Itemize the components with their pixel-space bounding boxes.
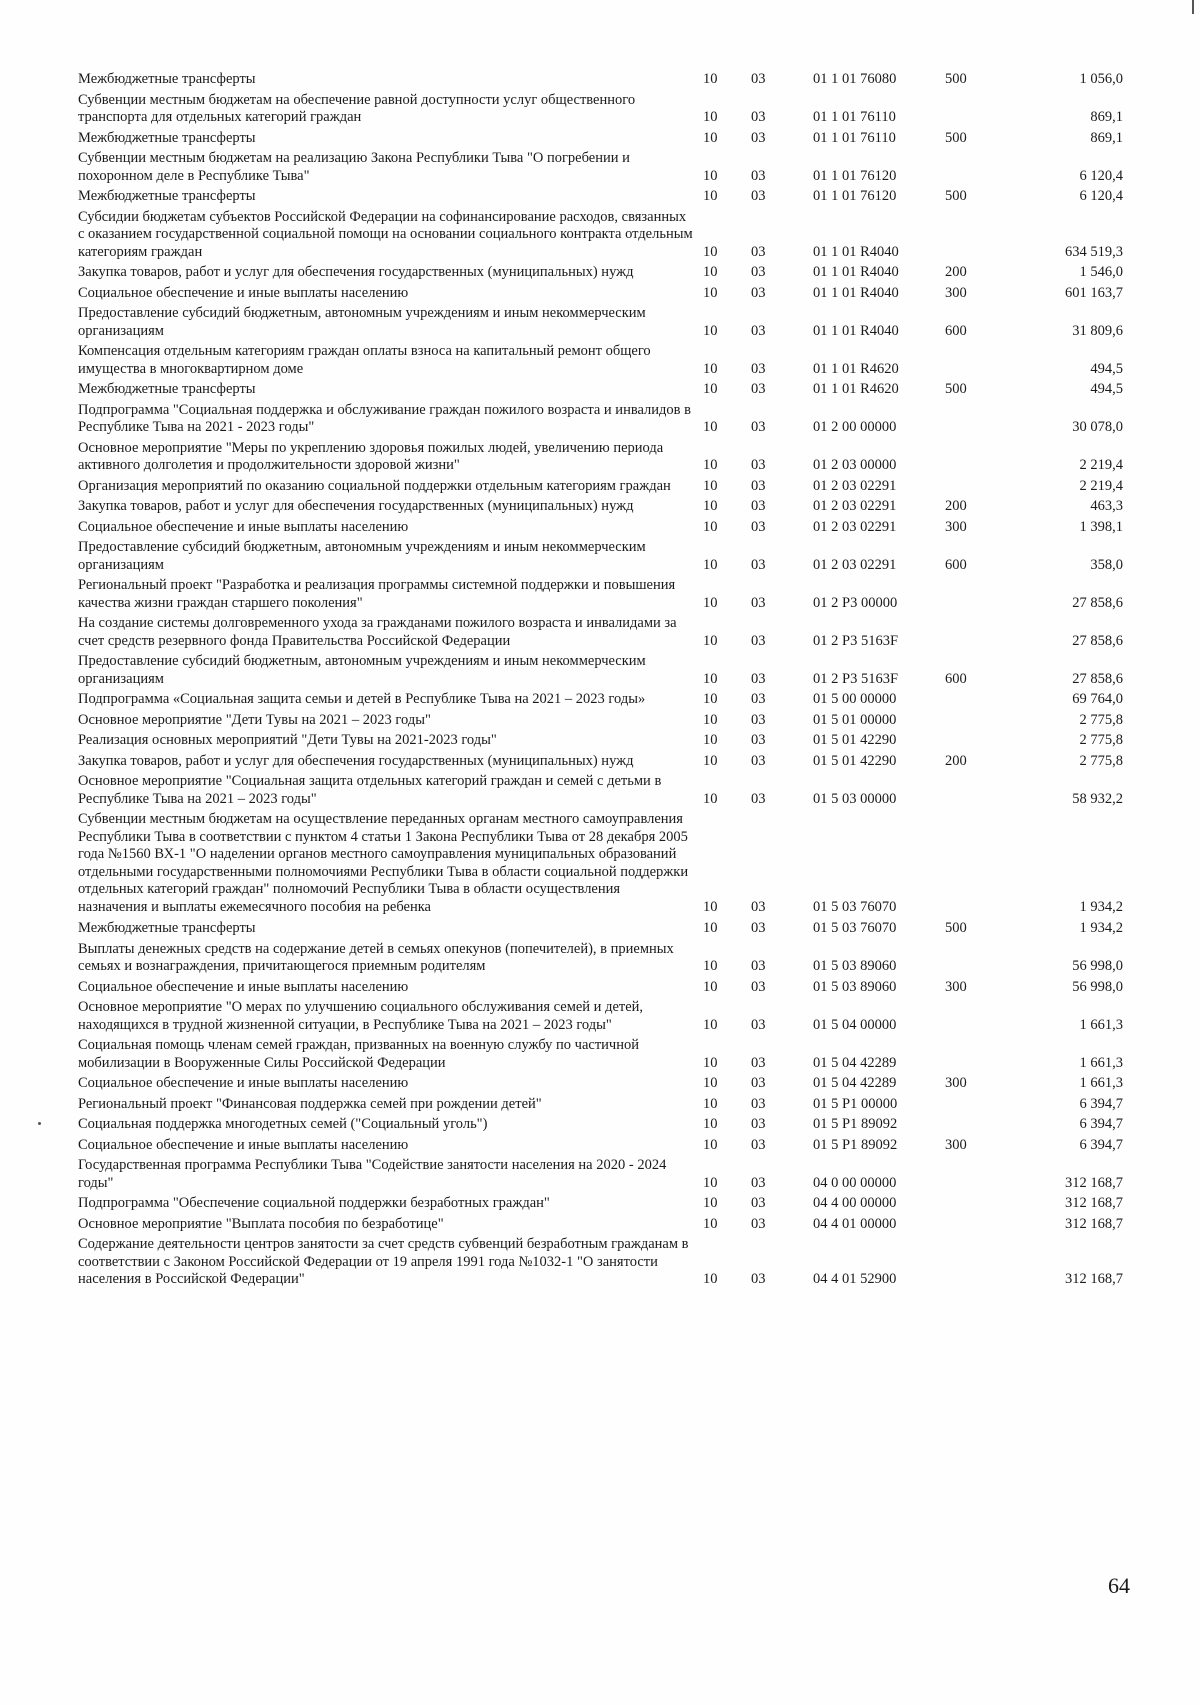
row-name: Подпрограмма "Социальная поддержка и обслуживание граждан пожилого возраста и инвалидов в Республике Тыва на 2021 - 2023 годы": [78, 401, 691, 435]
amount: 494,5: [1090, 381, 1123, 397]
table-row: [78, 653, 1128, 688]
subsection-code: 03: [751, 920, 766, 936]
row-name: Основное мероприятие "Выплата пособия по безработице": [78, 1215, 444, 1232]
subsection-code: 03: [751, 109, 766, 125]
row-name: Реализация основных мероприятий "Дети Тувы на 2021-2023 годы": [78, 732, 497, 748]
amount: 6 394,7: [1079, 1095, 1123, 1112]
expense-type-code: 200: [945, 498, 967, 514]
row-name: Социальное обеспечение и иные выплаты населению: [78, 1136, 409, 1153]
section-code: 10: [703, 898, 718, 915]
expense-type-code: 500: [945, 188, 967, 204]
section-code: 10: [703, 1271, 718, 1287]
section-code: 10: [703, 1016, 718, 1033]
section-code: 10: [703, 958, 718, 974]
section-code: 10: [703, 457, 718, 473]
amount: 869,1: [1090, 109, 1123, 125]
subsection-code: 03: [751, 898, 766, 915]
table-row: [78, 732, 1128, 750]
row-name: Основное мероприятие "Меры по укреплению здоровья пожилых людей, увеличению периода активного долголетия и продолжительности здоровой жизни": [78, 439, 664, 473]
amount: 6 120,4: [1079, 188, 1123, 204]
table-row: [78, 188, 1128, 206]
amount: 1 934,2: [1079, 920, 1123, 936]
amount: 2 219,4: [1079, 457, 1123, 473]
section-code: 10: [703, 1075, 718, 1091]
section-code: 10: [703, 1136, 718, 1153]
amount: 1 934,2: [1079, 898, 1123, 915]
section-code: 10: [703, 1174, 718, 1191]
subsection-code: 03: [751, 457, 766, 473]
subsection-code: 03: [751, 419, 766, 435]
expense-type-code: 300: [945, 1136, 967, 1153]
target-article-code: 01 5 00 00000: [813, 691, 897, 707]
subsection-code: 03: [751, 732, 766, 748]
section-code: 10: [703, 1195, 718, 1211]
amount: 601 163,7: [1065, 284, 1123, 301]
target-article-code: 01 5 04 42289: [813, 1075, 897, 1091]
table-row: [78, 1137, 1128, 1155]
table-row: [78, 920, 1128, 938]
subsection-code: 03: [751, 264, 766, 280]
amount: 6 394,7: [1079, 1136, 1123, 1153]
section-code: 10: [703, 188, 718, 204]
section-code: 10: [703, 920, 718, 936]
amount: 56 998,0: [1072, 978, 1123, 995]
amount: 463,3: [1090, 498, 1123, 514]
subsection-code: 03: [751, 978, 766, 995]
section-code: 10: [703, 264, 718, 280]
row-name: Предоставление субсидий бюджетным, автономным учреждениям и иным некоммерческим организациям: [78, 305, 646, 339]
amount: 494,5: [1090, 360, 1123, 377]
target-article-code: 01 1 01 R4620: [813, 381, 899, 397]
target-article-code: 01 1 01 R4040: [813, 264, 899, 280]
row-name: Подпрограмма «Социальная защита семьи и детей в Республике Тыва на 2021 – 2023 годы»: [78, 691, 646, 707]
row-name: Компенсация отдельным категориям граждан оплаты взноса на капитальный ремонт общего имущества в многоквартирном доме: [78, 343, 651, 377]
target-article-code: 01 2 03 00000: [813, 457, 897, 473]
target-article-code: 01 5 03 76070: [813, 898, 897, 915]
table-row: [78, 999, 1128, 1034]
amount: 1 661,3: [1079, 1054, 1123, 1071]
subsection-code: 03: [751, 129, 766, 146]
row-name: Социальное обеспечение и иные выплаты населению: [78, 284, 409, 301]
target-article-code: 01 1 01 R4620: [813, 360, 899, 377]
table-row: [78, 1157, 1128, 1192]
section-code: 10: [703, 109, 718, 125]
target-article-code: 01 5 01 00000: [813, 711, 897, 728]
target-article-code: 01 5 04 00000: [813, 1016, 897, 1033]
target-article-code: 04 4 00 00000: [813, 1195, 897, 1211]
subsection-code: 03: [751, 1195, 766, 1211]
amount: 2 775,8: [1079, 752, 1123, 769]
amount: 312 168,7: [1065, 1195, 1123, 1211]
section-code: 10: [703, 556, 718, 573]
section-code: 10: [703, 322, 718, 339]
row-name: Выплаты денежных средств на содержание детей в семьях опекунов (попечителей), в приемных семьях и вознаграждения, причитающегося приемным родителям: [78, 940, 674, 974]
section-code: 10: [703, 1095, 718, 1112]
subsection-code: 03: [751, 1174, 766, 1191]
subsection-code: 03: [751, 498, 766, 514]
target-article-code: 01 2 P3 5163F: [813, 632, 899, 649]
row-name: Предоставление субсидий бюджетным, автономным учреждениям и иным некоммерческим организациям: [78, 653, 646, 687]
target-article-code: 01 1 01 R4040: [813, 243, 899, 260]
target-article-code: 01 1 01 76080: [813, 71, 897, 87]
section-code: 10: [703, 518, 718, 535]
expense-type-code: 300: [945, 284, 967, 301]
amount: 30 078,0: [1072, 419, 1123, 435]
section-code: 10: [703, 381, 718, 397]
expense-type-code: 600: [945, 556, 967, 573]
table-row: [78, 150, 1128, 185]
subsection-code: 03: [751, 594, 766, 611]
subsection-code: 03: [751, 284, 766, 301]
row-name: Межбюджетные трансферты: [78, 71, 256, 87]
subsection-code: 03: [751, 188, 766, 204]
expense-type-code: 500: [945, 71, 967, 87]
section-code: 10: [703, 71, 718, 87]
target-article-code: 01 5 03 00000: [813, 790, 897, 807]
row-name: Закупка товаров, работ и услуг для обеспечения государственных (муниципальных) нужд: [78, 498, 634, 514]
amount: 56 998,0: [1072, 958, 1123, 974]
section-code: 10: [703, 419, 718, 435]
section-code: 10: [703, 360, 718, 377]
row-name: На создание системы долговременного ухода за гражданами пожилого возраста и инвалидами за счет средств резервного фонда Правительства Российской Федерации: [78, 615, 677, 649]
target-article-code: 01 5 P1 00000: [813, 1095, 898, 1112]
section-code: 10: [703, 1054, 718, 1071]
row-name: Организация мероприятий по оказанию социальной поддержки отдельным категориям граждан: [78, 477, 671, 494]
amount: 869,1: [1090, 129, 1123, 146]
amount: 634 519,3: [1065, 243, 1123, 260]
section-code: 10: [703, 691, 718, 707]
target-article-code: 01 2 03 02291: [813, 518, 897, 535]
subsection-code: 03: [751, 1136, 766, 1153]
table-row: [78, 130, 1128, 148]
row-name: Предоставление субсидий бюджетным, автономным учреждениям и иным некоммерческим организациям: [78, 539, 646, 573]
row-name: Государственная программа Республики Тыва "Содействие занятости населения на 2020 - 2024 годы": [78, 1157, 667, 1191]
target-article-code: 01 2 00 00000: [813, 419, 897, 435]
target-article-code: 01 1 01 R4040: [813, 322, 899, 339]
target-article-code: 01 5 P1 89092: [813, 1136, 898, 1153]
target-article-code: 01 5 03 76070: [813, 920, 897, 936]
amount: 27 858,6: [1072, 594, 1123, 611]
subsection-code: 03: [751, 1116, 766, 1132]
subsection-code: 03: [751, 243, 766, 260]
section-code: 10: [703, 632, 718, 649]
target-article-code: 01 2 03 02291: [813, 498, 897, 514]
table-row: [78, 1116, 1128, 1134]
subsection-code: 03: [751, 556, 766, 573]
target-article-code: 01 1 01 76120: [813, 167, 897, 184]
section-code: 10: [703, 167, 718, 184]
table-row: [78, 264, 1128, 282]
table-row: [78, 498, 1128, 516]
row-name: Социальное обеспечение и иные выплаты населению: [78, 518, 409, 535]
subsection-code: 03: [751, 71, 766, 87]
table-row: [78, 209, 1128, 262]
expense-type-code: 300: [945, 978, 967, 995]
target-article-code: 01 5 03 89060: [813, 978, 897, 995]
amount: 2 219,4: [1079, 477, 1123, 494]
amount: 312 168,7: [1065, 1271, 1123, 1287]
row-name: Межбюджетные трансферты: [78, 129, 256, 146]
amount: 2 775,8: [1079, 732, 1123, 748]
row-name: Подпрограмма "Обеспечение социальной поддержки безработных граждан": [78, 1195, 550, 1211]
amount: 1 661,3: [1079, 1075, 1123, 1091]
row-name: Межбюджетные трансферты: [78, 381, 256, 397]
amount: 27 858,6: [1072, 632, 1123, 649]
table-row: [78, 440, 1128, 475]
target-article-code: 01 1 01 76110: [813, 129, 896, 146]
subsection-code: 03: [751, 381, 766, 397]
target-article-code: 01 5 03 89060: [813, 958, 897, 974]
amount: 1 056,0: [1079, 71, 1123, 87]
target-article-code: 01 5 04 42289: [813, 1054, 897, 1071]
row-name: Социальное обеспечение и иные выплаты населению: [78, 978, 409, 995]
amount: 1 546,0: [1079, 264, 1123, 280]
section-code: 10: [703, 477, 718, 494]
target-article-code: 01 2 P3 00000: [813, 594, 898, 611]
expense-type-code: 500: [945, 920, 967, 936]
subsection-code: 03: [751, 711, 766, 728]
section-code: 10: [703, 711, 718, 728]
section-code: 10: [703, 752, 718, 769]
target-article-code: 01 5 01 42290: [813, 732, 897, 748]
row-name: Основное мероприятие "Дети Тувы на 2021 – 2023 годы": [78, 711, 431, 728]
row-name: Субвенции местным бюджетам на реализацию Закона Республики Тыва "О погребении и похоронном деле в Республике Тыва": [78, 150, 630, 184]
table-row: [78, 402, 1128, 437]
target-article-code: 01 2 03 02291: [813, 477, 897, 494]
target-article-code: 01 1 01 76110: [813, 109, 896, 125]
table-row: [78, 712, 1128, 730]
expense-type-code: 300: [945, 1075, 967, 1091]
subsection-code: 03: [751, 360, 766, 377]
table-row: [78, 1037, 1128, 1072]
section-code: 10: [703, 670, 718, 687]
table-row: [78, 753, 1128, 771]
table-row: [78, 519, 1128, 537]
row-name: Социальное обеспечение и иные выплаты населению: [78, 1075, 409, 1091]
row-name: Основное мероприятие "О мерах по улучшению социального обслуживания семей и детей, находящихся в трудной жизненной ситуации, в Республике Тыва на 2021 – 2023 годы": [78, 999, 644, 1033]
subsection-code: 03: [751, 752, 766, 769]
row-name: Субвенции местным бюджетам на обеспечение равной доступности услуг общественного транспорта для отдельных категорий граждан: [78, 91, 636, 125]
row-name: Закупка товаров, работ и услуг для обеспечения государственных (муниципальных) нужд: [78, 752, 634, 769]
row-name: Межбюджетные трансферты: [78, 188, 256, 204]
target-article-code: 04 4 01 52900: [813, 1271, 897, 1287]
row-name: Региональный проект "Разработка и реализация программы системной поддержки и повышения качества жизни граждан старшего поколения": [78, 577, 676, 611]
row-name: Субвенции местным бюджетам на осуществление переданных органам местного самоуправления Республики Тыва в соответствии с пунктом 4 статьи 1 Закона Республики Тыва от 28 декабря 2005 года №1560 ВХ-1 "О наделении органов местного самоуправления муниципальных образований отдельными государственными полномочиями Республики Тыва в области социальной поддержки отдельных категорий граждан" полномочий Республики Тыва в области осуществления назначения и выплаты ежемесячного пособия на ребенка: [78, 811, 689, 915]
table-row: [78, 1236, 1128, 1289]
table-row: [78, 305, 1128, 340]
page-number: 64: [1108, 1573, 1130, 1598]
expense-type-code: 500: [945, 381, 967, 397]
row-name: Социальная поддержка многодетных семей ("Социальный уголь"): [78, 1116, 488, 1132]
section-code: 10: [703, 978, 718, 995]
table-row: [78, 285, 1128, 303]
table-row: [78, 1195, 1128, 1213]
row-name: Социальная помощь членам семей граждан, призванных на военную службу по частичной мобилизации в Вооруженные Силы Российской Федерации: [78, 1037, 639, 1071]
target-article-code: 01 2 03 02291: [813, 556, 897, 573]
target-article-code: 01 1 01 R4040: [813, 284, 899, 301]
subsection-code: 03: [751, 477, 766, 494]
target-article-code: 01 5 P1 89092: [813, 1116, 898, 1132]
subsection-code: 03: [751, 1016, 766, 1033]
table-row: [78, 811, 1128, 916]
subsection-code: 03: [751, 790, 766, 807]
subsection-code: 03: [751, 1075, 766, 1091]
table-row: [78, 539, 1128, 574]
table-row: [78, 92, 1128, 127]
amount: 2 775,8: [1079, 711, 1123, 728]
section-code: 10: [703, 498, 718, 514]
row-name: Региональный проект "Финансовая поддержка семей при рождении детей": [78, 1095, 542, 1112]
table-row: [78, 478, 1128, 496]
scan-edge-mark: [1192, 0, 1194, 14]
subsection-code: 03: [751, 632, 766, 649]
section-code: 10: [703, 1215, 718, 1232]
section-code: 10: [703, 732, 718, 748]
subsection-code: 03: [751, 322, 766, 339]
section-code: 10: [703, 594, 718, 611]
section-code: 10: [703, 790, 718, 807]
table-row: [78, 577, 1128, 612]
row-name: Основное мероприятие "Социальная защита отдельных категорий граждан и семей с детьми в Республике Тыва на 2021 – 2023 годы": [78, 773, 662, 807]
target-article-code: 01 5 01 42290: [813, 752, 897, 769]
row-name: Содержание деятельности центров занятости за счет средств субвенций безработным гражданам в соответствии с Законом Российской Федерации от 19 апреля 1991 года №1032-1 "О занятости населения в Российской Федерации": [78, 1236, 689, 1287]
subsection-code: 03: [751, 958, 766, 974]
table-row: [78, 381, 1128, 399]
amount: 27 858,6: [1072, 670, 1123, 687]
expense-type-code: 200: [945, 752, 967, 769]
subsection-code: 03: [751, 670, 766, 687]
amount: 58 932,2: [1072, 790, 1123, 807]
amount: 312 168,7: [1065, 1215, 1123, 1232]
amount: 31 809,6: [1072, 322, 1123, 339]
amount: 1 398,1: [1079, 518, 1123, 535]
expense-type-code: 300: [945, 518, 967, 535]
table-row: [78, 1075, 1128, 1093]
table-row: [78, 1096, 1128, 1114]
target-article-code: 04 0 00 00000: [813, 1174, 897, 1191]
section-code: 10: [703, 284, 718, 301]
amount: 69 764,0: [1072, 691, 1123, 707]
table-row: [78, 615, 1128, 650]
expense-type-code: 500: [945, 129, 967, 146]
amount: 6 120,4: [1079, 167, 1123, 184]
budget-table: [78, 71, 1128, 1292]
section-code: 10: [703, 1116, 718, 1132]
target-article-code: 01 1 01 76120: [813, 188, 897, 204]
subsection-code: 03: [751, 518, 766, 535]
table-row: [78, 979, 1128, 997]
amount: 358,0: [1090, 556, 1123, 573]
subsection-code: 03: [751, 1215, 766, 1232]
amount: 6 394,7: [1079, 1116, 1123, 1132]
expense-type-code: 200: [945, 264, 967, 280]
table-row: [78, 71, 1128, 89]
subsection-code: 03: [751, 167, 766, 184]
table-row: [78, 691, 1128, 709]
target-article-code: 04 4 01 00000: [813, 1215, 897, 1232]
expense-type-code: 600: [945, 670, 967, 687]
subsection-code: 03: [751, 1271, 766, 1287]
section-code: 10: [703, 129, 718, 146]
target-article-code: 01 2 P3 5163F: [813, 670, 899, 687]
section-code: 10: [703, 243, 718, 260]
amount: 1 661,3: [1079, 1016, 1123, 1033]
subsection-code: 03: [751, 1095, 766, 1112]
amount: 312 168,7: [1065, 1174, 1123, 1191]
table-row: [78, 343, 1128, 378]
row-name: Межбюджетные трансферты: [78, 920, 256, 936]
table-row: [78, 1216, 1128, 1234]
subsection-code: 03: [751, 1054, 766, 1071]
subsection-code: 03: [751, 691, 766, 707]
scan-dot: [38, 1122, 41, 1125]
table-row: [78, 941, 1128, 976]
table-row: [78, 773, 1128, 808]
row-name: Субсидии бюджетам субъектов Российской Федерации на софинансирование расходов, связанных с оказанием государственной социальной помощи на основании социального контракта отдельным категориям граждан: [78, 208, 693, 260]
expense-type-code: 600: [945, 322, 967, 339]
row-name: Закупка товаров, работ и услуг для обеспечения государственных (муниципальных) нужд: [78, 264, 634, 280]
